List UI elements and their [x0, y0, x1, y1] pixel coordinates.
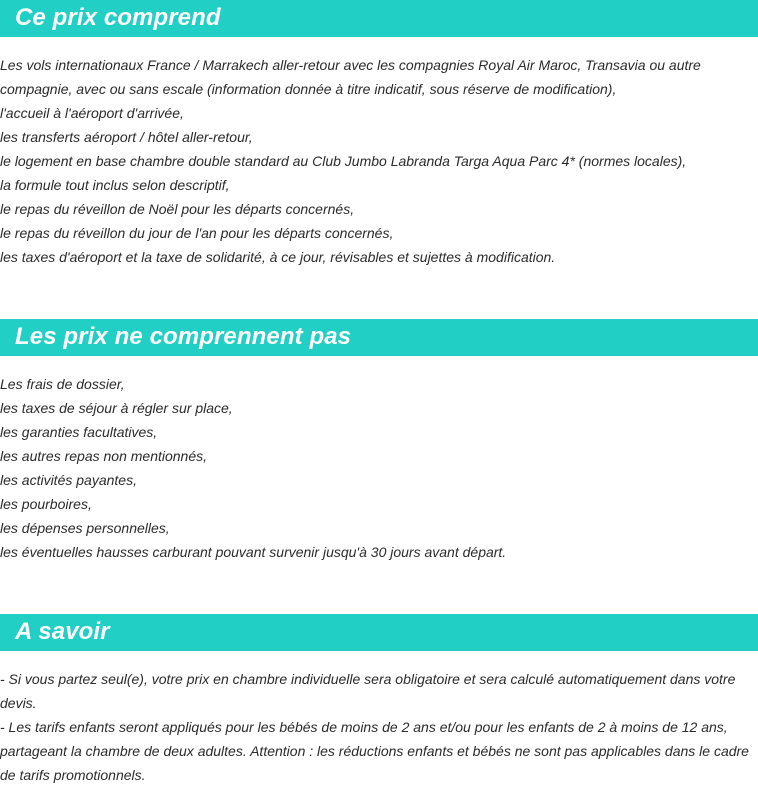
- list-item: le repas du réveillon de Noël pour les départs concernés,: [0, 201, 355, 217]
- list-item: les dépenses personnelles,: [0, 520, 170, 536]
- not-included-list: [0, 372, 752, 564]
- list-item: les garanties facultatives,: [0, 424, 158, 440]
- list-item: les taxes de séjour à régler sur place,: [0, 400, 233, 416]
- section-title-not-included: Les prix ne comprennent pas: [15, 323, 352, 350]
- list-item: les éventuelles hausses carburant pouvant survenir jusqu'à 30 jours avant départ.: [0, 544, 507, 560]
- good-to-know-list: [0, 667, 752, 787]
- included-list: [0, 53, 752, 269]
- section-header-good-to-know: [0, 614, 758, 651]
- list-item: l'accueil à l'aéroport d'arrivée,: [0, 105, 184, 121]
- list-item: les pourboires,: [0, 496, 92, 512]
- list-item: - Si vous partez seul(e), votre prix en chambre individuelle sera obligatoire et sera calculé automatiquement dans votre devis.: [0, 671, 736, 711]
- list-item: le repas du réveillon du jour de l'an pour les départs concernés,: [0, 225, 394, 241]
- list-item: les taxes d'aéroport et la taxe de solidarité, à ce jour, révisables et sujettes à modification.: [0, 249, 556, 265]
- section-title-included: Ce prix comprend: [15, 4, 221, 31]
- list-item: les transferts aéroport / hôtel aller-retour,: [0, 129, 253, 145]
- list-item: le logement en base chambre double standard au Club Jumbo Labranda Targa Aqua Parc 4* (normes locales),: [0, 153, 687, 169]
- list-item: les autres repas non mentionnés,: [0, 448, 208, 464]
- list-item: Les vols internationaux France / Marrakech aller-retour avec les compagnies Royal Air Maroc, Transavia ou autre compagnie, avec ou sans escale (information donnée à titre indicatif, sous réserve de modification),: [0, 57, 701, 97]
- section-title-good-to-know: A savoir: [15, 618, 110, 645]
- section-header-not-included: [0, 319, 758, 356]
- list-item: la formule tout inclus selon descriptif,: [0, 177, 230, 193]
- list-item: les activités payantes,: [0, 472, 137, 488]
- list-item: Les frais de dossier,: [0, 376, 125, 392]
- section-header-included: [0, 0, 758, 37]
- list-item: - Les tarifs enfants seront appliqués pour les bébés de moins de 2 ans et/ou pour les enfants de 2 à moins de 12 ans, partageant la chambre de deux adultes. Attention : les réductions enfants et bébés ne sont pas applicables dans le cadre de tarifs promotionnels.: [0, 719, 749, 783]
